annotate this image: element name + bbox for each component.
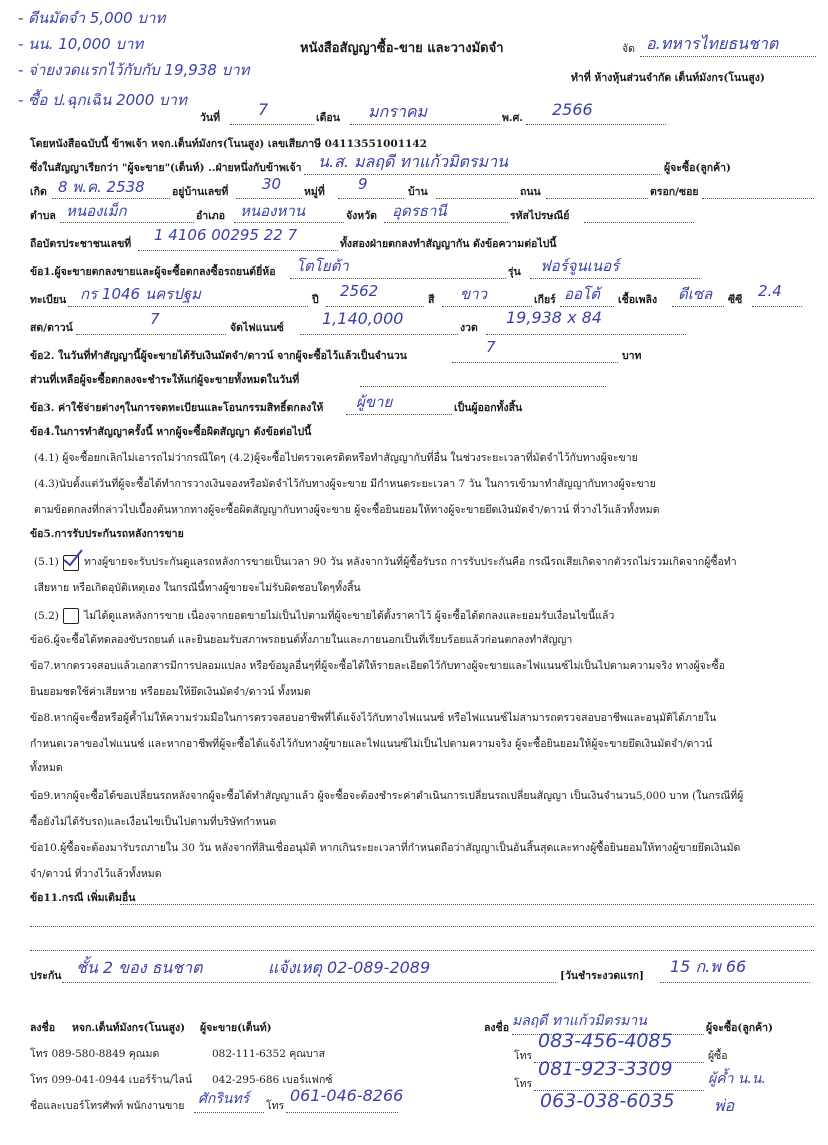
clause4-1: (4.1) ผู้จะซื้อยกเลิกไม่เอารถไม่ว่ากรณีใดๆ (4.2)ผู้จะซื้อไปตรวจเครดิตหรือทำสัญญากับที่อื่น ในช่วงระยะเวลาที่มัดจำไว้กับทางผู้จะขาย xyxy=(34,452,638,464)
clause8b: กำหนดเวลาของไฟแนนซ์ และหากอาชีพที่ผู้จะซื้อได้แจ้งไว้กับทางผู้ขายและไฟแนนซ์ไม่เป็นไปตามความจริง ผู้จะซื้อยินยอมให้ผู้จะขายยึดเงินมัดจำ/ดาวน์ xyxy=(30,738,713,750)
clause5-1-number: (5.1) xyxy=(34,556,59,568)
salesperson-tel-label: โทร xyxy=(266,1100,285,1112)
id-label: ถือบัตรประชาชนเลขที่ xyxy=(30,238,132,250)
buyer-sign-role: ผู้จะซื้อ(ลูกค้า) xyxy=(706,1022,774,1034)
amphoe-value: หนองหาน xyxy=(240,202,306,220)
id-post: ทั้งสองฝ่ายตกลงทำสัญญากัน ดังข้อความต่อไปนี้ xyxy=(340,238,557,250)
moo-label: หมู่ที่ xyxy=(304,186,325,198)
buyer-pre: ซึ่งในสัญญาเรียกว่า "ผู้จะขาย"(เต็นท์) ..ฝ่ายหนึ่งกับข้าพเจ้า xyxy=(30,162,302,174)
remain-text: ส่วนที่เหลือผู้จะซื้อตกลงจะชำระให้แก่ผู้จะขายทั้งหมดในวันที่ xyxy=(30,374,300,386)
clause1-text: ข้อ1.ผู้จะขายตกลงขายและผู้จะซื้อตกลงซื้อรถยนต์ยี่ห้อ xyxy=(30,266,276,278)
guarantor-tel-label: โทร xyxy=(514,1078,533,1090)
clause4-3a: (4.3)นับตั้งแต่วันที่ผู้จะซื้อได้ทำการวางเงินจองหรือมัดจำไว้กับทางผู้จะขาย มีกำหนดระยะเวลา 7 วัน ในการเข้ามาทำสัญญากับทางผู้จะขาย xyxy=(34,478,656,490)
date-month: มกราคม xyxy=(368,102,428,121)
gear-label: เกียร์ xyxy=(534,294,556,306)
seller-phone-2: 082-111-6352 คุณบาส xyxy=(212,1048,325,1060)
province-value: อุดรธานี xyxy=(392,202,447,220)
clause4-heading: ข้อ4.ในการทำสัญญาครั้งนี้ หากผู้จะซื้อผิดสัญญา ดังข้อต่อไปนี้ xyxy=(30,426,312,438)
installment-value: 19,938 x 84 xyxy=(506,308,602,327)
clause8a: ข้อ8.หากผู้จะซื้อหรือผู้ค้ำไม่ให้ความร่วมมือในการตรวจสอบอาชีพที่ได้แจ้งไว้กับทางไฟแนนซ์ หรือไฟแนนซ์ไม่สามารถตรวจสอบอาชีพและอนุมัติได้ภายใน xyxy=(30,712,717,724)
salesperson-label: ชื่อและเบอร์โทรศัพท์ พนักงานขาย xyxy=(30,1100,185,1112)
house-value: 30 xyxy=(262,175,282,193)
clause3-text: ข้อ3. ค่าใช้จ่ายต่างๆในการจดทะเบียนและโอนกรรมสิทธิ์ตกลงให้ xyxy=(30,402,324,414)
car-gear: ออโต้ xyxy=(564,285,600,303)
salesperson-name: ศักรินทร์ xyxy=(198,1091,250,1107)
check-mark-icon xyxy=(62,548,84,570)
clause10a: ข้อ10.ผู้ซื้อจะต้องมารับรถภายใน 30 วัน หลังจากที่สินเชื่ออนุมัติ หากเกินระยะเวลาที่กำหนดถือว่าสัญญาเป็นอันสิ้นสุดและทางผู้ซื้อยินยอมให้ทางผู้ขายยึดเงินมัด xyxy=(30,842,741,854)
id-value: 1 4106 00295 22 7 xyxy=(154,226,298,244)
seller-sign-name: หจก.เต็นท์มังกร(โนนสูง) xyxy=(72,1022,186,1034)
buyer-sign-label: ลงชื่อ xyxy=(484,1022,509,1034)
village-label: บ้าน xyxy=(408,186,428,198)
margin-note-insurance: - ซื้อ ป.ฉุกเฉิน 2000 บาท xyxy=(18,91,187,109)
salesperson-phone: 061-046-8266 xyxy=(290,1086,404,1105)
seller-sign-label: ลงชื่อ xyxy=(30,1022,55,1034)
province-label: จังหวัด xyxy=(346,210,377,222)
clause7a: ข้อ7.หากตรวจสอบแล้วเอกสารมีการปลอมแปลง หรือข้อมูลอื่นๆที่ผู้จะซื้อได้ให้รายละเอียดไว้กับทางผู้จะขายและไฟแนนซ์ไม่เป็นไปตามความจริง ทางผู้จะซื้อ xyxy=(30,660,725,672)
car-year: 2562 xyxy=(340,282,379,300)
margin-note-nn: - นน. 10,000 บาท xyxy=(18,35,144,53)
margin-note-first-payment: - จ่ายงวดแรกไว้กับกับ 19,938 บาท xyxy=(18,61,250,79)
buyer-tel-label: โทร xyxy=(514,1050,533,1062)
car-fuel: ดีเซล xyxy=(678,285,713,303)
year-label: ปี xyxy=(312,294,319,306)
seller-phone-3: โทร 099-041-0944 เบอร์ร้าน/ไลน์ xyxy=(30,1074,193,1086)
car-cc: 2.4 xyxy=(758,282,782,300)
father-role: พ่อ xyxy=(714,1096,735,1115)
clause3-post: เป็นผู้ออกทั้งสิ้น xyxy=(454,402,523,414)
clause5-1b: เสียหาย หรือเกิดอุบัติเหตุเอง ในกรณีนี้ทางผู้ขายจะไม่รับผิดชอบใดๆทั้งสิ้น xyxy=(34,582,361,594)
clause9b: ซื้อยังไม่ได้รับรถ)และเงื่อนไขเป็นไปตามที่บริษัทกำหนด xyxy=(30,816,277,828)
insurance-value: ชั้น 2 ของ ธนชาต xyxy=(76,958,203,977)
buyer-signature: มลฤดี ทาแก้วมิตรมาน xyxy=(512,1013,647,1029)
clause5-heading: ข้อ5.การรับประกันรถหลังการขาย xyxy=(30,528,184,540)
clause5-2-number: (5.2) xyxy=(34,610,59,622)
color-label: สี xyxy=(428,294,435,306)
born-label: เกิด xyxy=(30,186,47,198)
seller-sign-role: ผู้จะขาย(เต็นท์) xyxy=(200,1022,272,1034)
cc-label: ซีซี xyxy=(728,294,743,306)
down-label: สด/ดาวน์ xyxy=(30,322,73,334)
warranty-90days-checkbox[interactable] xyxy=(63,555,79,571)
made-at-label: จัด xyxy=(622,43,635,55)
guarantor-phone: 081-923-3309 xyxy=(538,1058,673,1080)
amphoe-label: อำเภอ xyxy=(196,210,226,222)
born-value: 8 พ.ค. 2538 xyxy=(58,178,145,196)
first-due-date: 15 ก.พ 66 xyxy=(670,957,747,976)
made-at-value: อ.ทหารไทยธนชาต xyxy=(646,34,779,53)
clause11: ข้อ11.กรณี เพิ่มเติมอื่น xyxy=(30,892,136,904)
clause4-3b: ตามข้อตกลงที่กล่าวไปเบื้องต้นหากทางผู้จะซื้อผิดสัญญากับทางผู้จะขาย ผู้จะซื้อยินยอมให้ทางผู้จะขายยึดเงินมัดจำ/ดาวน์ ที่วางไว้แล้วทั้งหมด xyxy=(34,504,660,516)
buyer-post: ผู้จะซื้อ(ลูกค้า) xyxy=(664,162,732,174)
place: ทำที่ ห้างหุ้นส่วนจำกัด เต็นท์มังกร(โนนสูง) xyxy=(571,72,765,84)
date-day: 7 xyxy=(258,100,269,119)
father-phone: 063-038-6035 xyxy=(540,1090,675,1112)
clause10b: จำ/ดาวน์ ที่วางไว้แล้วทั้งหมด xyxy=(30,868,162,880)
installment-label: งวด xyxy=(460,322,478,334)
soi-label: ตรอก/ซอย xyxy=(650,186,699,198)
finance-value: 1,140,000 xyxy=(322,309,404,328)
clause9a: ข้อ9.หากผู้จะซื้อได้ขอเปลี่ยนรถหลังจากผู้จะซื้อได้ทำสัญญาแล้ว ผู้จะซื้อจะต้องชำระค่าดำเนินการเปลี่ยนรถเปลี่ยนสัญญา เป็นเงินจำนวน5,000 บาท (ในกรณีที่ผู้ xyxy=(30,790,744,802)
fuel-label: เชื้อเพลิง xyxy=(618,294,658,306)
margin-note-deposit: - ดีนมัดจำ 5,000 บาท xyxy=(18,9,166,27)
document-title: หนังสือสัญญาซื้อ-ขาย และวางมัดจำ xyxy=(300,41,504,56)
deposit-amount: 7 xyxy=(486,338,496,356)
car-model: ฟอร์จูนเนอร์ xyxy=(540,257,620,275)
seller-phone-1: โทร 089-580-8849 คุณมด xyxy=(30,1048,160,1060)
first-due-label: [วันชำระงวดแรก] xyxy=(560,970,644,982)
zip-label: รหัสไปรษณีย์ xyxy=(510,210,570,222)
date-day-label: วันที่ xyxy=(200,112,220,124)
reg-label: ทะเบียน xyxy=(30,294,67,306)
insurance-label: ประกัน xyxy=(30,970,62,982)
finance-label: จัดไฟแนนซ์ xyxy=(230,322,284,334)
model-label: รุ่น xyxy=(508,266,521,278)
clause7b: ยินยอมชดใช้ค่าเสียหาย หรือยอมให้ยึดเงินมัดจำ/ดาวน์ ทั้งหมด xyxy=(30,686,311,698)
fee-payer: ผู้ขาย xyxy=(356,393,393,411)
tambon-value: หนองเม็ก xyxy=(66,202,127,220)
moo-value: 9 xyxy=(358,175,368,193)
clause8c: ทั้งหมด xyxy=(30,762,63,774)
guarantor-role: ผู้ค้ำ น.น. xyxy=(708,1071,766,1087)
house-label: อยู่บ้านเลขที่ xyxy=(172,186,229,198)
buyer-name: น.ส. มลฤดี ทาแก้วมิตรมาน xyxy=(318,152,508,171)
no-warranty-checkbox[interactable] xyxy=(63,608,79,624)
clause6: ข้อ6.ผู้จะซื้อได้ทดลองขับรถยนต์ และยินยอมรับสภาพรถยนต์ทั้งภายในและภายนอกเป็นที่เรียบร้อยแล้วก่อนตกลงทำสัญญา xyxy=(30,634,573,646)
clause5-2: ไม่ได้ดูแลหลังการขาย เนื่องจากยอดขายไม่เป็นไปตามที่ผู้จะขายได้ตั้งราคาไว้ ผู้จะซื้อได้ตกลงและยอมรับเงื่อนไขนี้แล้ว xyxy=(84,610,615,622)
car-color: ขาว xyxy=(460,285,488,303)
down-value: 7 xyxy=(150,310,160,328)
reg-value: กร 1046 นครปฐม xyxy=(80,285,201,303)
date-year: 2566 xyxy=(552,100,593,119)
intro-text: โดยหนังสือฉบับนี้ ข้าพเจ้า หจก.เต็นท์มังกร(โนนสูง) เลขเสียภาษี 04113551001142 xyxy=(30,138,427,150)
tambon-label: ตำบล xyxy=(30,210,56,222)
buyer-role: ผู้ซื้อ xyxy=(708,1050,728,1062)
seller-phone-4: 042-295-686 เบอร์แฟกซ์ xyxy=(212,1074,333,1086)
insurance-phone: แจ้งเหตุ 02-089-2089 xyxy=(268,958,431,977)
buyer-phone: 083-456-4085 xyxy=(538,1030,673,1052)
clause2-text: ข้อ2. ในวันที่ทำสัญญานี้ผู้จะขายได้รับเงินมัดจำ/ดาวน์ จากผู้จะซื้อไว้แล้วเป็นจำนวน xyxy=(30,350,407,362)
road-label: ถนน xyxy=(520,186,541,198)
clause5-1a: ทางผู้ขายจะรับประกันดูแลรถหลังการขายเป็นเวลา 90 วัน หลังจากวันที่ผู้ซื้อรับรถ การรับประกันคือ กรณีรถเสียเกิดจากตัวรถไม่รวมเกิดจากผู้ซื้อทำ xyxy=(84,556,737,568)
car-brand: โตโยต้า xyxy=(296,257,349,275)
date-month-label: เดือน xyxy=(316,112,340,124)
clause2-unit: บาท xyxy=(622,350,642,362)
date-year-label: พ.ศ. xyxy=(502,112,523,124)
